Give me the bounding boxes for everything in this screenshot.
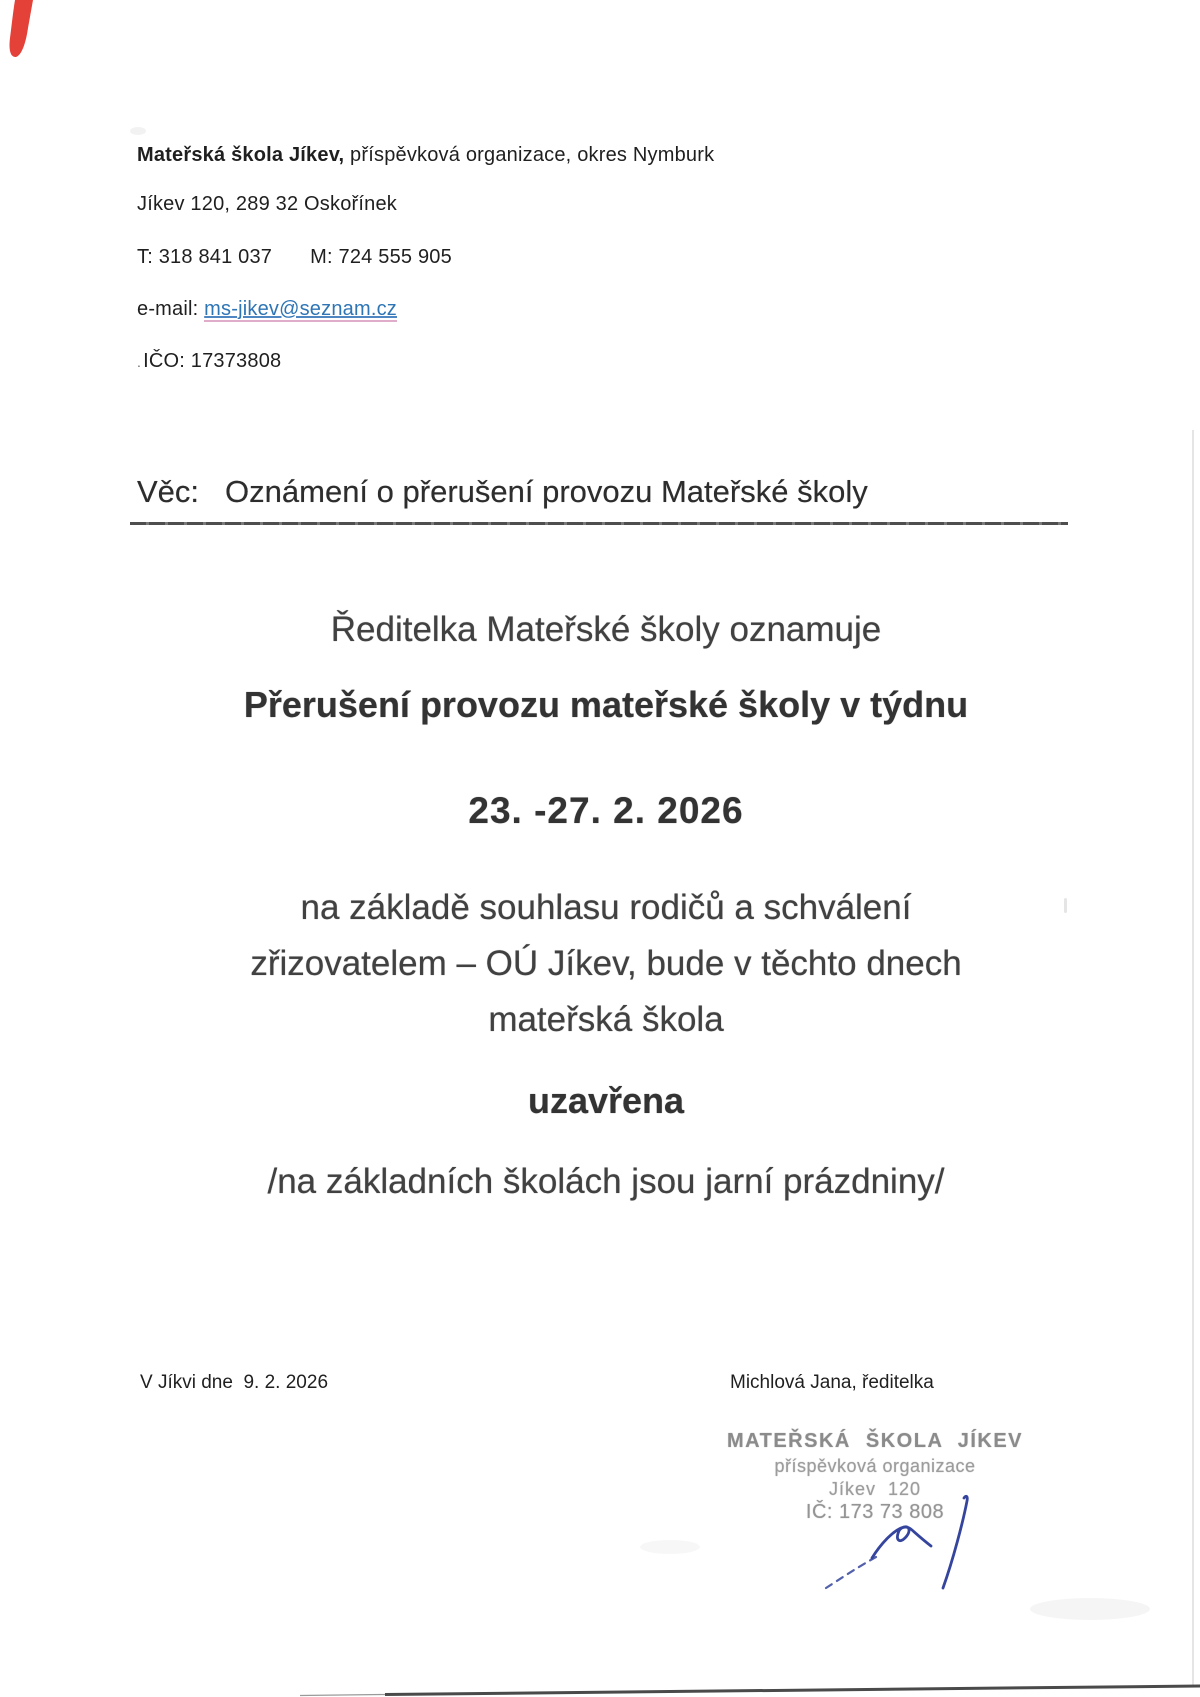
- stamp-line-2: příspěvková organizace: [774, 1456, 976, 1476]
- closed-word: uzavřena: [527, 1080, 685, 1121]
- announcement-heading: Ředitelka Mateřské školy oznamuje: [330, 610, 882, 649]
- org-name-rest: příspěvková organizace, okres Nymburk: [344, 144, 715, 166]
- subject-line: [137, 474, 868, 510]
- reason-line-3: mateřská škola: [488, 1000, 724, 1039]
- subject-underline-rule: [130, 522, 1068, 525]
- phone-line: [137, 245, 452, 269]
- stamp-line-1: MATEŘSKÁ ŠKOLA JÍKEV: [726, 1430, 1024, 1452]
- page-edge-vertical-line: [1192, 430, 1194, 1685]
- subject-text: Oznámení o přerušení provozu Mateřské školy: [225, 474, 868, 509]
- email-link[interactable]: ms-jikev@seznam.cz: [204, 298, 397, 320]
- subject-label: Věc:: [137, 474, 200, 509]
- scan-smudge: [130, 127, 146, 135]
- scan-smudge: [640, 1540, 700, 1554]
- org-name-bold: Mateřská škola Jíkev,: [137, 144, 345, 166]
- ico-line: [137, 349, 281, 374]
- holidays-note: /na základních školách jsou jarní prázdniny/: [267, 1162, 945, 1201]
- scan-smudge: [1064, 898, 1067, 913]
- org-name-line: [137, 143, 714, 167]
- page-edge-bottom-line: [0, 1680, 1200, 1697]
- scan-smudge: [1030, 1598, 1150, 1620]
- closure-title: Přerušení provozu mateřské školy v týdnu: [243, 684, 969, 725]
- red-pen-mark-icon: [0, 0, 48, 68]
- email-label: e-mail:: [137, 298, 205, 320]
- reason-line-2: zřizovatelem – OÚ Jíkev, bude v těchto dnech: [250, 944, 962, 983]
- closure-dates: 23. -27. 2. 2026: [468, 790, 744, 831]
- date-place-text: V Jíkvi dne 9. 2. 2026: [140, 1372, 329, 1393]
- signature-scribble: [810, 1488, 980, 1598]
- ico-number: IČO: 17373808: [143, 350, 282, 372]
- stamp-line-3: Jíkev 120: [828, 1479, 922, 1499]
- phone-number: T: 318 841 037: [137, 246, 273, 268]
- email-line: [137, 297, 397, 321]
- reason-line-1: na základě souhlasu rodičů a schválení: [300, 888, 912, 927]
- org-address-line: Jíkev 120, 289 32 Oskořínek: [137, 193, 397, 215]
- stamp-line-4: IČ: 173 73 808: [805, 1501, 945, 1523]
- stray-scan-dot: .: [137, 354, 142, 370]
- mobile-number: M: 724 555 905: [310, 246, 452, 268]
- signer-name-text: Michlová Jana, ředitelka: [730, 1372, 934, 1393]
